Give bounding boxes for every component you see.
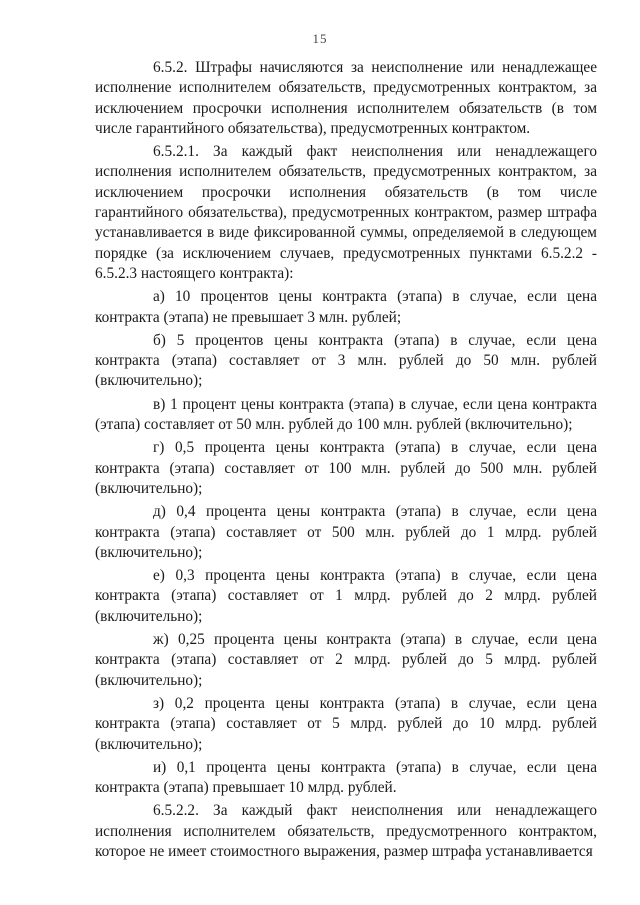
list-item-d: д) 0,4 процента цены контракта (этапа) в случае, если цена контракта (этапа) составляет от 500 млн. рублей до 1 млрд. рублей (включительно); xyxy=(95,503,597,561)
clause-6-5-2: 6.5.2. Штрафы начисляются за неисполнение или ненадлежащее исполнение исполнителем обязательств, предусмотренных контрактом, за исключением просрочки исполнения исполнителем обязательств (в том числе гарантийного обязательства), предусмотренных контрактом. xyxy=(95,59,597,137)
clause-6-5-2-2: 6.5.2.2. За каждый факт неисполнения или ненадлежащего исполнения исполнителем обязательств, предусмотренного контрактом, которое не имеет стоимостного выражения, размер штрафа устанавливается xyxy=(95,802,597,860)
list-item-g: г) 0,5 процента цены контракта (этапа) в случае, если цена контракта (этапа) составляет от 100 млн. рублей до 500 млн. рублей (включительно); xyxy=(95,439,597,497)
list-item-b: б) 5 процентов цены контракта (этапа) в случае, если цена контракта (этапа) составляет от 3 млн. рублей до 50 млн. рублей (включительно); xyxy=(95,331,597,390)
list-item-zh: ж) 0,25 процента цены контракта (этапа) в случае, если цена контракта (этапа) составляет от 2 млрд. рублей до 5 млрд. рублей (включительно); xyxy=(95,631,597,689)
page-number: 15 xyxy=(312,31,328,46)
list-item-z: з) 0,2 процента цены контракта (этапа) в случае, если цена контракта (этапа) составляет от 5 млрд. рублей до 10 млрд. рублей (включительно); xyxy=(95,694,597,753)
document-body xyxy=(95,58,597,862)
clause-6-5-2-1: 6.5.2.1. За каждый факт неисполнения или ненадлежащего исполнения исполнителем обязательств, предусмотренных контрактом, за исключением просрочки исполнения обязательств (в том числе гарантийного обязательства), предусмотренных контрактом, размер штрафа устанавливается в виде фиксированной суммы, определяемой в следующем порядке (за исключением случаев, предусмотренных пунктами 6.5.2.2 - 6.5.2.3 настоящего контракта): xyxy=(95,143,597,282)
list-item-a: а) 10 процентов цены контракта (этапа) в случае, если цена контракта (этапа) не превышает 3 млн. рублей; xyxy=(95,288,597,326)
list-item-v: в) 1 процент цены контракта (этапа) в случае, если цена контракта (этапа) составляет от 50 млн. рублей до 100 млн. рублей (включительно); xyxy=(95,395,597,434)
list-item-i: и) 0,1 процента цены контракта (этапа) в случае, если цена контракта (этапа) превышает 10 млрд. рублей. xyxy=(95,758,597,797)
list-item-e: е) 0,3 процента цены контракта (этапа) в случае, если цена контракта (этапа) составляет от 1 млрд. рублей до 2 млрд. рублей (включительно); xyxy=(95,567,597,625)
